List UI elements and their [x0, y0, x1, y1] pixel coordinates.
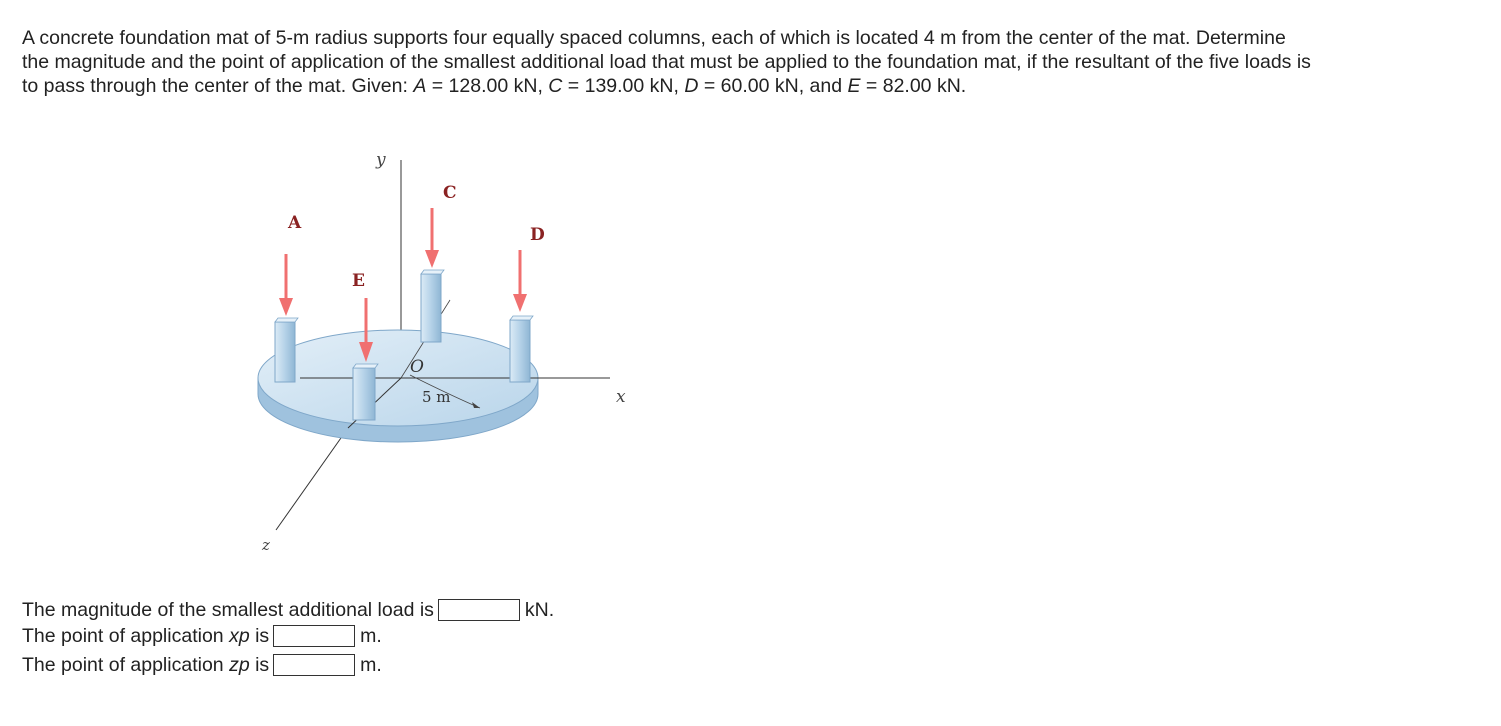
column-e — [353, 368, 375, 420]
column-d — [510, 320, 530, 382]
given-c-value: = 139.00 kN, — [562, 75, 685, 97]
given-a-label: A — [413, 75, 427, 97]
radius-label: 5 m — [422, 388, 451, 406]
z-axis-label: z — [262, 536, 270, 554]
xp-unit: m. — [360, 624, 382, 647]
label-c: C — [443, 183, 457, 203]
given-d-value: = 60.00 kN, and — [698, 75, 848, 97]
column-a-top — [275, 318, 298, 322]
given-e-label: E — [847, 75, 861, 97]
given-c-label: C — [548, 75, 563, 97]
z-axis — [276, 428, 348, 530]
column-c-top — [421, 270, 444, 274]
problem-intro: A concrete foundation mat of 5-m radius supports four equally spaced columns, each of which is located 4 m from the center of the mat. Determine the magnitude and the point of application of the smallest additional load that must be applied to the foundation mat, if the resultant of the five loads is to pass through the center of the mat. Given: — [22, 27, 1311, 97]
label-d: D — [530, 225, 545, 245]
zp-prompt-suffix: is — [249, 653, 270, 676]
column-c — [421, 274, 441, 342]
arrow-c-head — [425, 250, 439, 268]
foundation-mat-figure — [250, 140, 650, 570]
arrow-d-head — [513, 294, 527, 312]
given-d-label: D — [684, 75, 699, 97]
given-a-value: = 128.00 kN, — [426, 75, 549, 97]
column-e-top — [353, 364, 378, 368]
magnitude-row — [22, 597, 554, 623]
xp-variable: xp — [229, 624, 250, 647]
arrow-a-head — [279, 298, 293, 316]
zp-prompt: The point of application — [22, 653, 230, 676]
magnitude-input[interactable] — [438, 599, 520, 621]
zp-variable: zp — [229, 653, 250, 676]
magnitude-prompt: The magnitude of the smallest additional load is — [22, 598, 434, 621]
given-e-value: = 82.00 kN. — [860, 75, 967, 97]
xp-row — [22, 623, 382, 649]
problem-statement — [22, 26, 1312, 98]
column-a — [275, 322, 295, 382]
xp-input[interactable] — [273, 625, 355, 647]
column-d-top — [510, 316, 533, 320]
zp-input[interactable] — [273, 654, 355, 676]
x-axis-label: x — [616, 387, 626, 407]
zp-unit: m. — [360, 653, 382, 676]
zp-row — [22, 652, 382, 678]
label-e: E — [352, 271, 365, 291]
magnitude-unit: kN. — [524, 598, 555, 621]
y-axis-label: y — [376, 150, 386, 170]
label-a: A — [288, 213, 302, 233]
origin-label: O — [410, 357, 424, 377]
xp-prompt: The point of application — [22, 624, 230, 647]
xp-prompt-suffix: is — [249, 624, 270, 647]
